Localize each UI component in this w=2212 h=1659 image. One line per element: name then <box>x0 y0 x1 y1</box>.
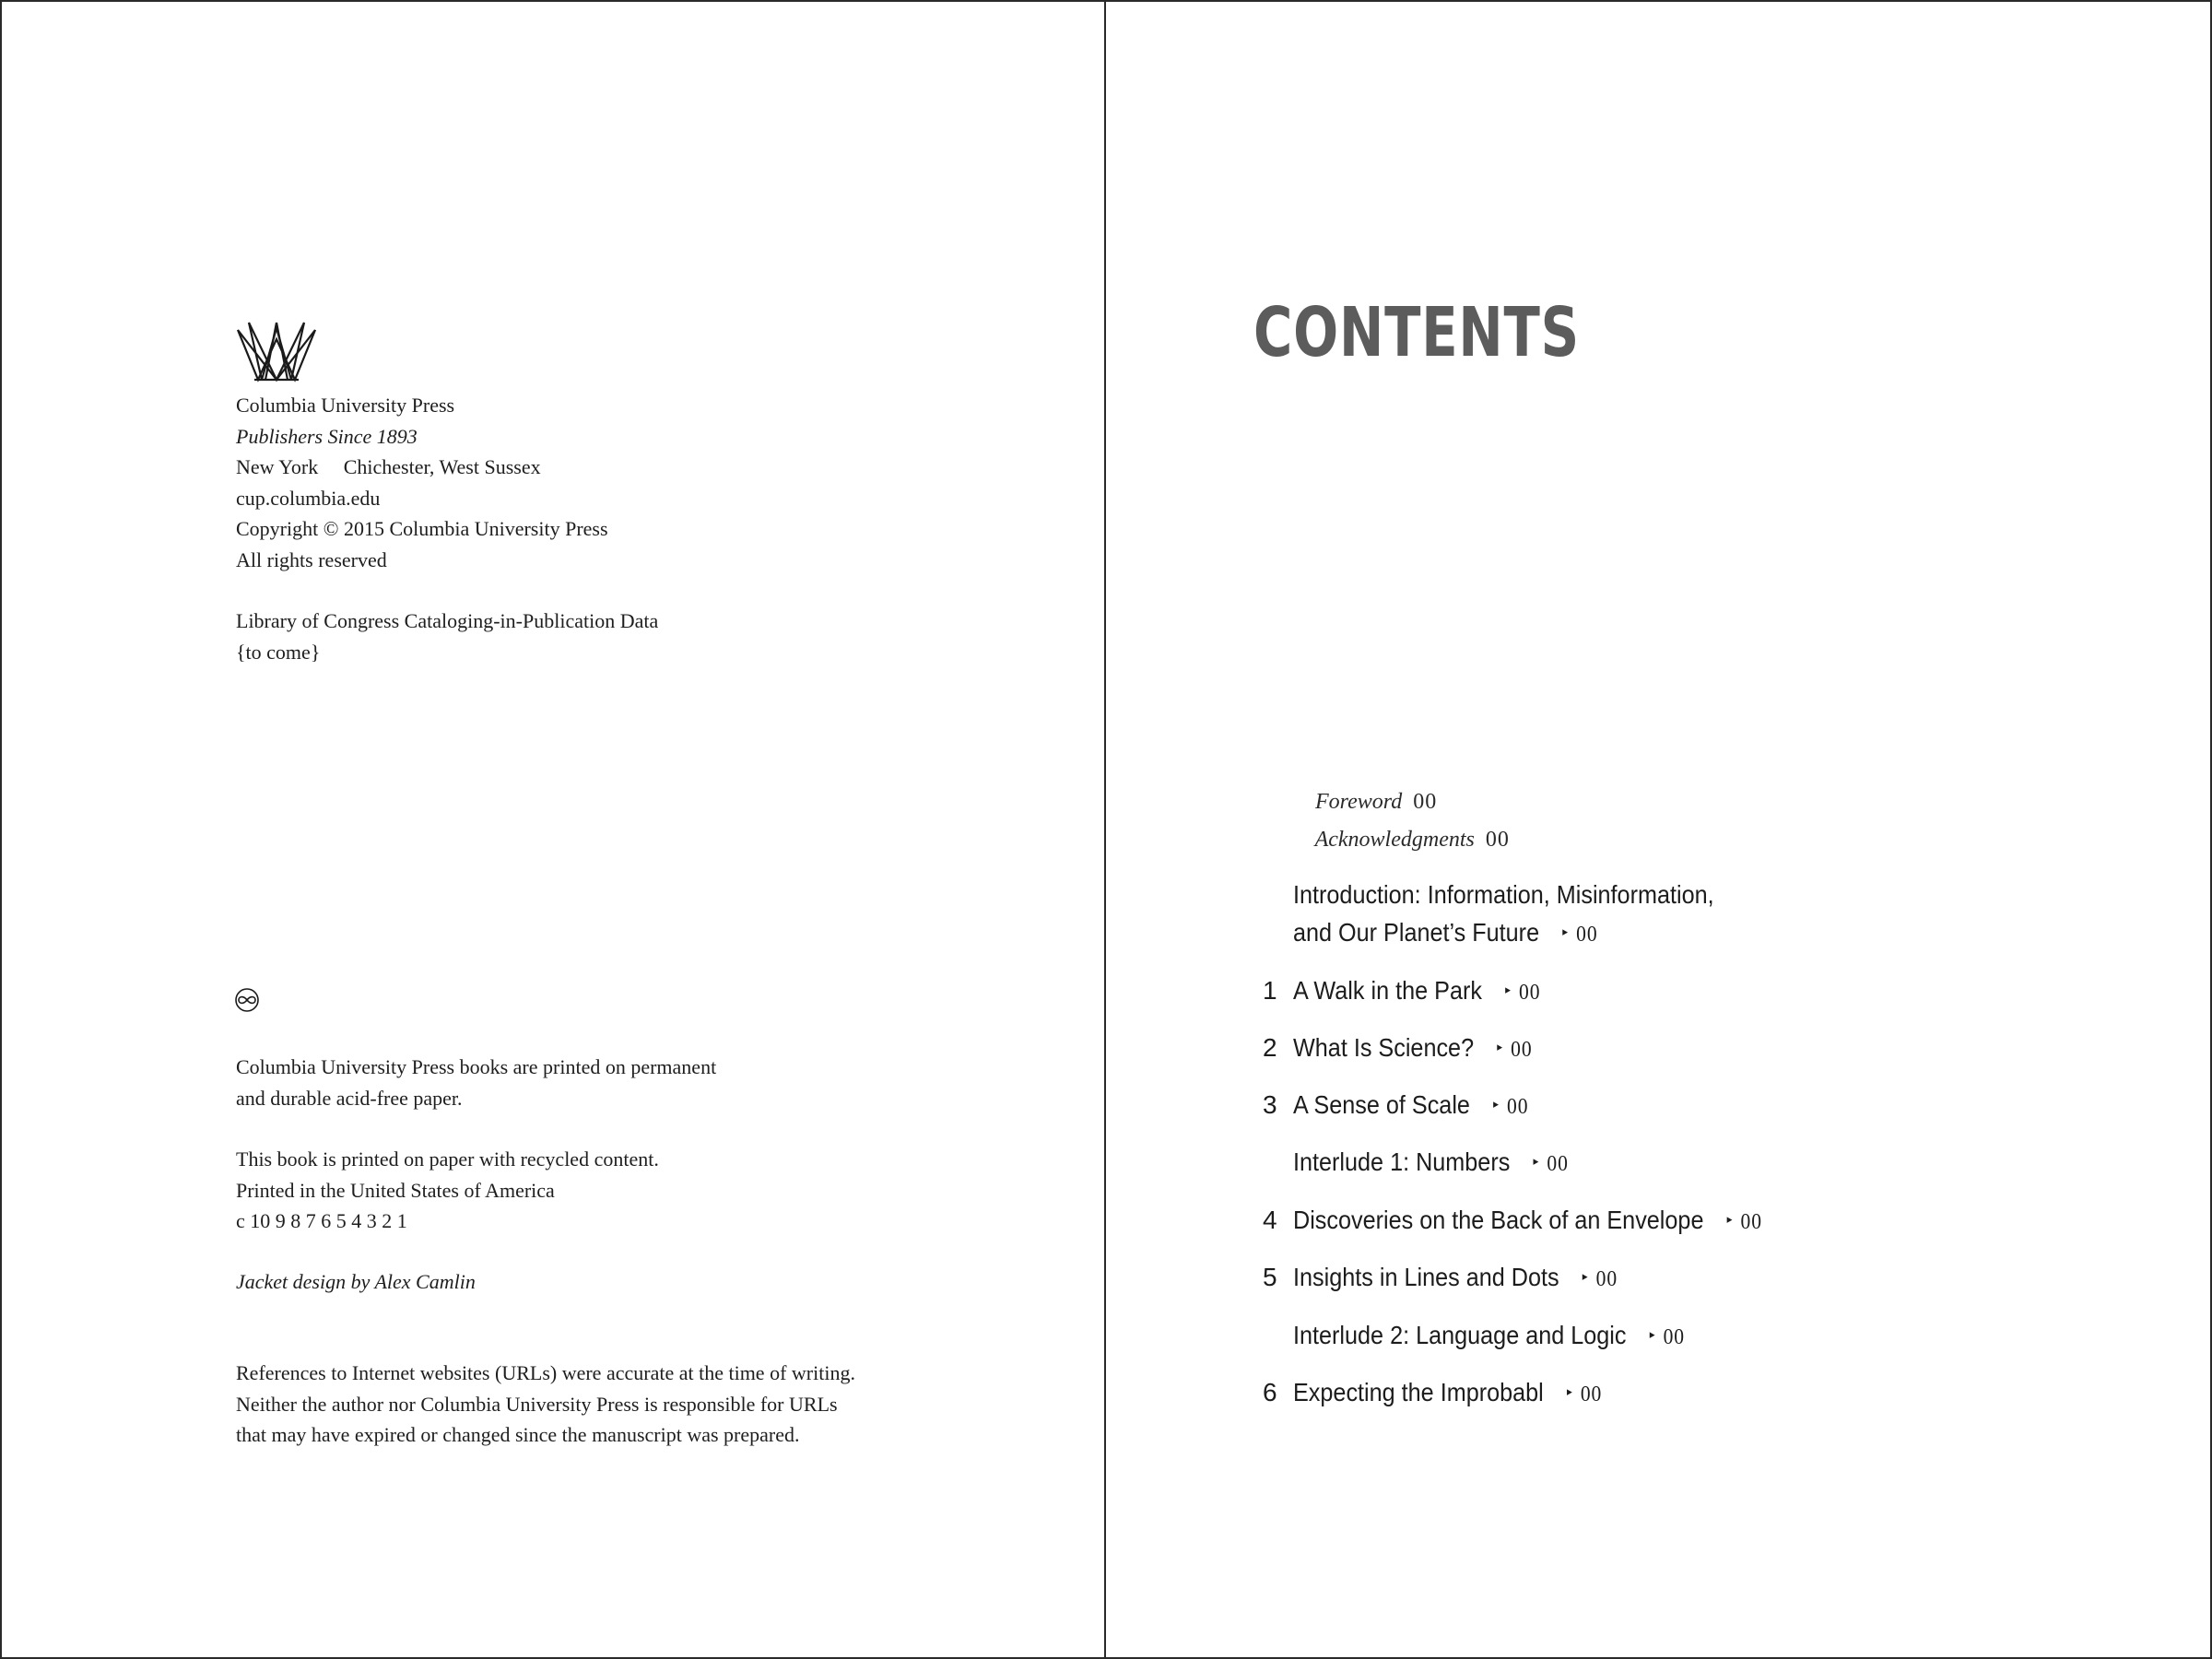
arrow-right-icon: ▸ <box>1505 982 1512 997</box>
paper-notice-block <box>236 1052 716 1113</box>
crown-logo-icon <box>234 321 319 383</box>
toc-chapter-number: 6 <box>1263 1378 1277 1406</box>
printed-in: Printed in the United States of America <box>236 1178 555 1202</box>
arrow-right-icon: ▸ <box>1566 1384 1572 1399</box>
publisher-website: cup.columbia.edu <box>236 486 381 510</box>
toc-chapter-title: Expecting the Improbabl <box>1293 1378 1544 1406</box>
toc-page-ref: 00 <box>1740 1210 1762 1234</box>
publisher-block <box>236 390 608 575</box>
arrow-right-icon: ▸ <box>1726 1212 1733 1227</box>
arrow-right-icon: ▸ <box>1533 1154 1539 1169</box>
toc-front-matter-label: Foreword <box>1315 790 1403 814</box>
acid-free-paper-icon <box>234 987 260 1013</box>
url-disclaimer-line-3: that may have expired or changed since the manuscript was prepared. <box>236 1423 800 1446</box>
contents-page <box>1106 0 2212 1659</box>
arrow-right-icon: ▸ <box>1649 1327 1655 1342</box>
toc-page-ref: 00 <box>1547 1152 1569 1176</box>
toc-chapter-title-line-1: Introduction: Information, Misinformation, <box>1293 880 1714 909</box>
arrow-right-icon: ▸ <box>1562 924 1569 939</box>
paper-notice-line-1: Columbia University Press books are printed on permanent <box>236 1055 717 1078</box>
toc-chapter-title: What Is Science? <box>1293 1033 1475 1062</box>
url-disclaimer-block <box>236 1358 855 1451</box>
toc-page-ref: 00 <box>1519 981 1541 1005</box>
toc-page-ref: 00 <box>1576 923 1598 947</box>
paper-notice-line-2: and durable acid-free paper. <box>236 1086 463 1110</box>
toc-page-ref: 00 <box>1413 790 1438 814</box>
toc-front-matter-acknowledgments[interactable] <box>1293 806 1510 873</box>
toc-chapter-title: Interlude 1: Numbers <box>1293 1147 1511 1176</box>
toc-chapter-number: 3 <box>1263 1090 1277 1119</box>
printing-block <box>236 1144 659 1237</box>
toc-page-ref: 00 <box>1580 1382 1603 1406</box>
copyright-notice: Copyright © 2015 Columbia University Press <box>236 517 608 540</box>
toc-page-ref: 00 <box>1507 1095 1529 1119</box>
jacket-credit: Jacket design by Alex Camlin <box>236 1270 476 1293</box>
toc-chapter-number: 1 <box>1263 976 1277 1005</box>
toc-chapter-number: 2 <box>1263 1033 1277 1062</box>
arrow-right-icon: ▸ <box>1582 1269 1588 1284</box>
toc-chapter-title: Discoveries on the Back of an Envelope <box>1293 1206 1704 1234</box>
toc-page-ref: 00 <box>1595 1267 1618 1291</box>
cip-heading: Library of Congress Cataloging-in-Publication Data <box>236 609 659 632</box>
printing-line: c 10 9 8 7 6 5 4 3 2 1 <box>236 1209 407 1232</box>
publisher-since: Publishers Since 1893 <box>236 424 418 448</box>
jacket-credit-block <box>236 1266 476 1298</box>
toc-page-ref: 00 <box>1485 828 1510 852</box>
publisher-name: Columbia University Press <box>236 394 455 417</box>
toc-chapter-title-line-2: and Our Planet’s Future <box>1293 918 1540 947</box>
publisher-locations: New York Chichester, West Sussex <box>236 455 541 478</box>
toc-chapter-number: 4 <box>1263 1206 1277 1234</box>
cip-placeholder: {to come} <box>236 640 321 664</box>
arrow-right-icon: ▸ <box>1493 1097 1500 1112</box>
contents-heading: CONTENTS <box>1253 293 1581 372</box>
toc-chapter-title: Interlude 2: Language and Logic <box>1293 1321 1627 1349</box>
url-disclaimer-line-2: Neither the author nor Columbia University Press is responsible for URLs <box>236 1392 838 1416</box>
cip-block <box>236 606 658 667</box>
toc-front-matter-label: Acknowledgments <box>1314 828 1475 852</box>
toc-page-ref: 00 <box>1663 1325 1685 1349</box>
toc-chapter-title: A Walk in the Park <box>1293 976 1482 1005</box>
url-disclaimer-line-1: References to Internet websites (URLs) were accurate at the time of writing. <box>236 1361 855 1384</box>
arrow-right-icon: ▸ <box>1497 1040 1503 1054</box>
rights-reserved: All rights reserved <box>236 547 387 571</box>
toc-chapter-title: A Sense of Scale <box>1293 1090 1470 1119</box>
toc-chapter-title: Insights in Lines and Dots <box>1293 1263 1559 1291</box>
toc-page-ref: 00 <box>1511 1038 1533 1062</box>
toc-chapter-number: 5 <box>1263 1263 1277 1291</box>
recycled-notice: This book is printed on paper with recycled content. <box>236 1147 659 1171</box>
